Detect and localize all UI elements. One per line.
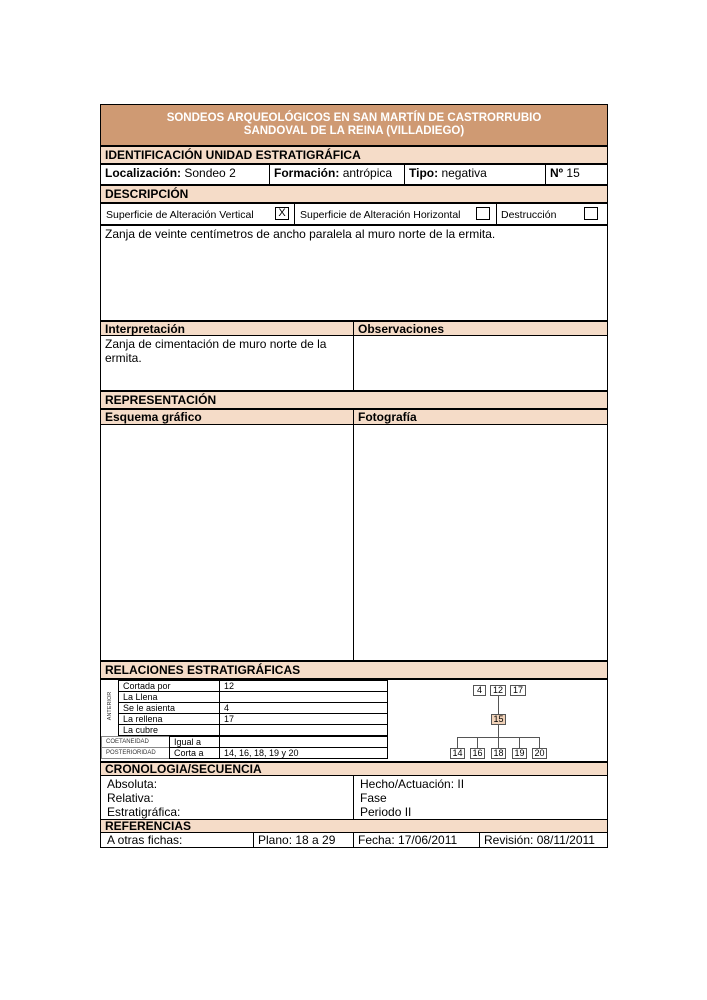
formacion-cell (269, 164, 405, 185)
interpretacion-header: Interpretación (100, 321, 354, 336)
identificacion-row (100, 164, 608, 185)
observaciones-header: Observaciones (353, 321, 608, 336)
relation-value: 17 (219, 713, 388, 725)
options-divider-2 (496, 204, 497, 224)
relation-label: Cortada por (118, 680, 220, 692)
matrix-connector (477, 737, 478, 748)
relation-label: Se le asienta (118, 702, 220, 714)
relaciones-header: RELACIONES ESTRATIGRÁFICAS (100, 661, 608, 679)
numero-value: 15 (566, 166, 580, 180)
representacion-header: REPRESENTACIÓN (100, 391, 608, 409)
relation-label: La Llena (118, 691, 220, 703)
matrix-connector (457, 737, 458, 748)
localizacion-value: Sondeo 2 (184, 166, 236, 180)
numero-cell (545, 164, 608, 185)
tipo-label: Tipo: (409, 166, 439, 180)
fotografia-header: Fotografía (353, 409, 608, 425)
matrix-connector (498, 725, 499, 737)
relaciones-body (100, 679, 608, 762)
posterioridad-value: 14, 16, 18, 19 y 20 (219, 747, 388, 759)
cronologia-right (353, 775, 608, 820)
option-horizontal-checkbox[interactable] (476, 207, 490, 220)
coetaneidad-label: COETANEIDAD (101, 736, 170, 748)
numero-label: Nº (550, 166, 564, 180)
localizacion-cell (100, 164, 270, 185)
localizacion-label: Localización: (105, 166, 182, 180)
anterior-side-label: ANTERIOR (107, 691, 113, 721)
relation-label: La cubre (118, 724, 220, 736)
cronologia-relativa: Relativa: (107, 791, 154, 805)
fotografia-area (353, 424, 608, 661)
matrix-node-bottom: 14 (450, 748, 465, 759)
matrix-node-bottom: 19 (512, 748, 527, 759)
cronologia-header: CRONOLOGIA/SECUENCIA (100, 762, 608, 776)
cronologia-hecho: Hecho/Actuación: II (360, 777, 465, 791)
formacion-label: Formación: (274, 166, 340, 180)
cronologia-periodo: Periodo II (360, 805, 412, 819)
matrix-connector (498, 696, 499, 714)
esquema-area (100, 424, 354, 661)
cronologia-left (100, 775, 354, 820)
cronologia-fase: Fase (360, 791, 387, 805)
descripcion-header: DESCRIPCIÓN (100, 185, 608, 203)
observaciones-text (353, 335, 608, 391)
ref-revision: Revisión: 08/11/2011 (479, 832, 608, 848)
option-vertical-checkbox[interactable]: X (275, 207, 289, 220)
matrix-node-top: 17 (510, 685, 526, 696)
matrix-connector (519, 737, 520, 748)
esquema-header: Esquema gráfico (100, 409, 354, 425)
descripcion-text: Zanja de veinte centímetros de ancho paralela al muro norte de la ermita. (100, 225, 608, 321)
matrix-node-bottom: 20 (532, 748, 547, 759)
sheet-title (100, 104, 608, 146)
interpretacion-text: Zanja de cimentación de muro norte de la ermita. (100, 335, 354, 391)
ref-otras-fichas: A otras fichas: (100, 832, 254, 848)
tipo-value: negativa (441, 166, 487, 180)
formacion-value: antrópica (342, 166, 393, 180)
matrix-node-top: 4 (473, 685, 486, 696)
ref-plano: Plano: 18 a 29 (253, 832, 354, 848)
coetaneidad-relation: Igual a (169, 736, 220, 748)
harris-matrix-diagram (388, 680, 609, 763)
cronologia-estratigrafica: Estratigráfica: (107, 805, 181, 819)
matrix-connector (498, 737, 499, 748)
cronologia-absoluta: Absoluta: (107, 777, 158, 791)
relation-value: 4 (219, 702, 388, 714)
title-line-2: SANDOVAL DE LA REINA (VILLADIEGO) (243, 125, 465, 137)
matrix-node-bottom: 16 (470, 748, 485, 759)
ref-fecha: Fecha: 17/06/2011 (353, 832, 480, 848)
referencias-header: REFERENCIAS (100, 819, 608, 833)
tipo-cell (404, 164, 546, 185)
option-destruccion-label: Destrucción (501, 209, 557, 221)
matrix-node-top: 12 (490, 685, 506, 696)
matrix-node-center: 15 (491, 714, 506, 725)
relation-value: 12 (219, 680, 388, 692)
options-divider-1 (294, 204, 295, 224)
identificacion-header: IDENTIFICACIÓN UNIDAD ESTRATIGRÁFICA (100, 146, 608, 164)
title-line-1: SONDEOS ARQUEOLÓGICOS EN SAN MARTÍN DE CASTRORRUBIO (166, 112, 542, 124)
descripcion-options (100, 203, 608, 225)
relation-label: La rellena (118, 713, 220, 725)
matrix-node-bottom: 18 (491, 748, 506, 759)
posterioridad-relation: Corta a (169, 747, 220, 759)
matrix-connector (539, 737, 540, 748)
option-destruccion-checkbox[interactable] (584, 207, 598, 220)
relation-value (219, 724, 388, 736)
posterioridad-label: POSTERIORIDAD (101, 747, 170, 759)
option-vertical-label: Superficie de Alteración Vertical (106, 209, 254, 221)
option-horizontal-label: Superficie de Alteración Horizontal (300, 209, 461, 221)
